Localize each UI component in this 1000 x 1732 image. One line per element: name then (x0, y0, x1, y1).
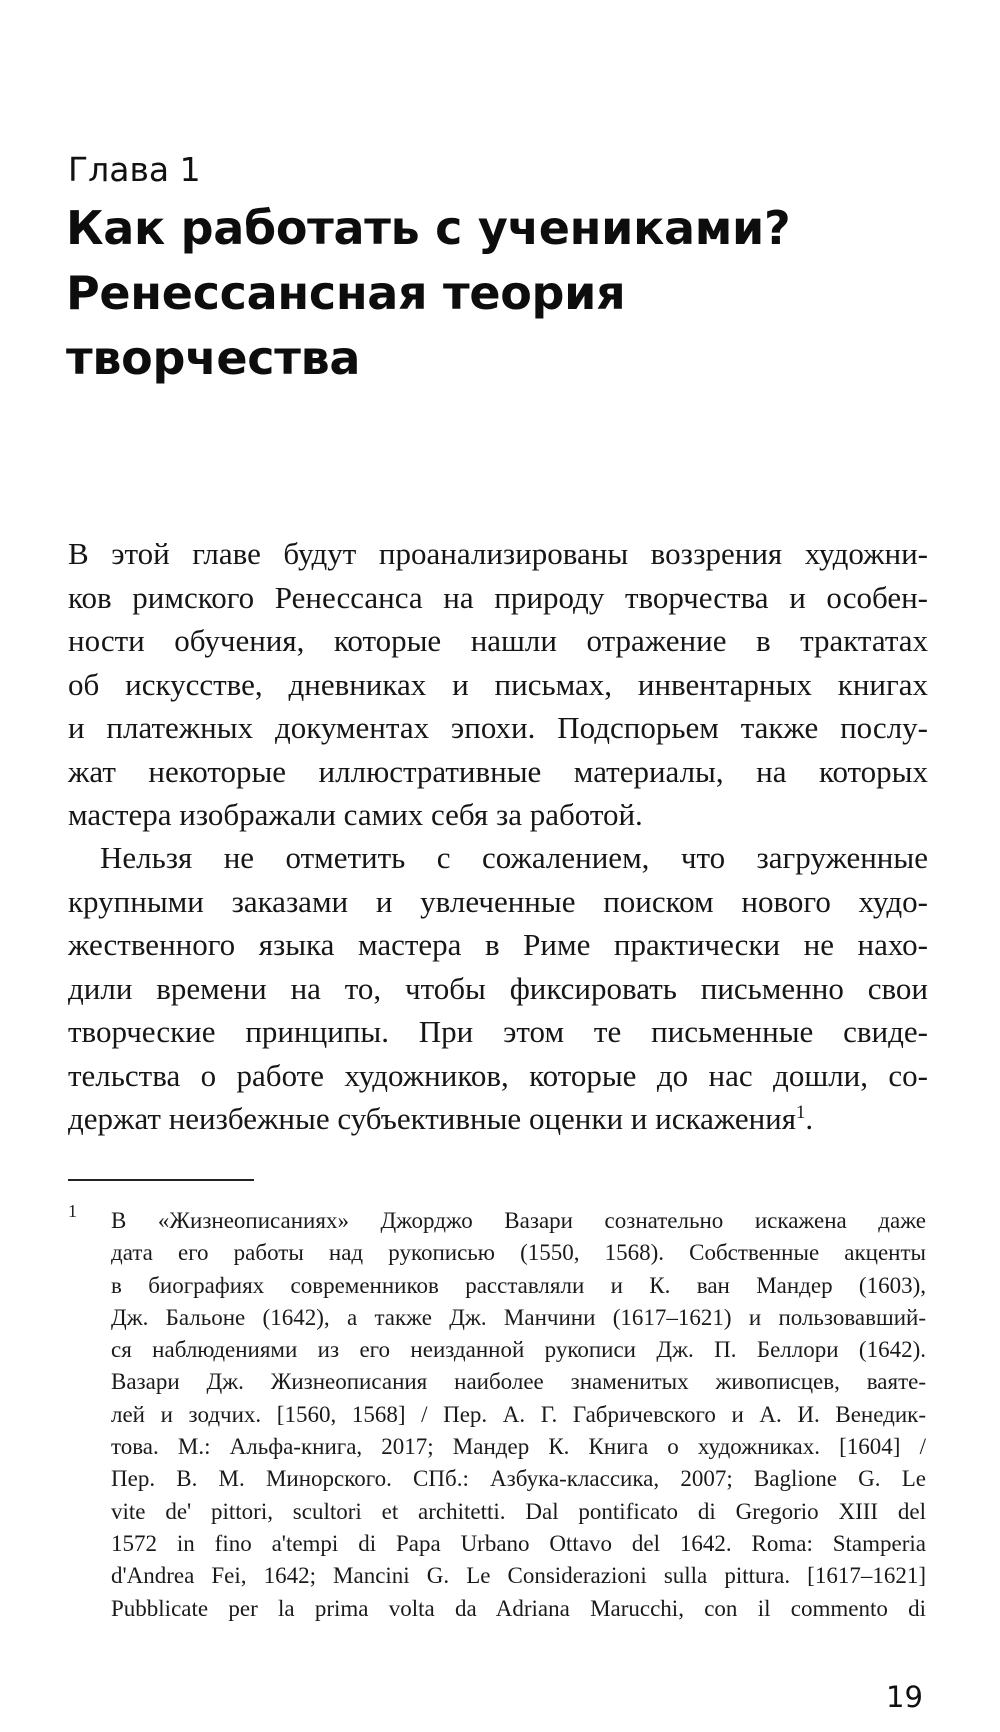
paragraph-line: Нельзя не отметить с сожалением, что загруженные (100, 840, 928, 875)
footnote-line: Pubblicate per la prima volta da Adriana Marucchi, con il commento di (111, 1595, 926, 1621)
footnote-line: това. М.: Альфа-книга, 2017; Мандер К. Книга о художниках. [1604] / (111, 1434, 926, 1460)
footnote-line: в биографиях современников расставляли и К. ван Мандер (1603), (111, 1272, 926, 1298)
paragraph-line-last (68, 1097, 928, 1141)
footnote-line: В «Жизнеописаниях» Джорджо Вазари сознательно искажена даже (111, 1208, 926, 1233)
footnote-reference[interactable]: 1 (796, 1101, 806, 1123)
page-number: 19 (886, 1680, 923, 1714)
paragraph-line: и платежных документах эпохи. Подспорьем также послу- (68, 710, 928, 745)
footnote-marker: 1 (68, 1201, 77, 1221)
paragraph-end-punctuation: . (805, 1101, 814, 1136)
paragraph-line: об искусстве, дневниках и письмах, инвентарных книгах (68, 666, 928, 702)
body-paragraph-1 (68, 532, 928, 837)
chapter-title-line: творчества (66, 331, 361, 385)
chapter-title-line: Как работать с учениками? (66, 201, 791, 255)
paragraph-line: ности обучения, которые нашли отражение в трактатах (68, 623, 928, 658)
paragraph-line: дили времени на то, чтобы фиксировать письменно свои (68, 970, 928, 1006)
footnote-line: 1572 in fino a'tempi di Papa Urbano Ottavo del 1642. Roma: Stamperia (111, 1530, 926, 1556)
footnote-text (111, 1205, 926, 1625)
footnote-line: d'Andrea Fei, 1642; Mancini G. Le Considerazioni sulla pittura. [1617–1621] (111, 1563, 926, 1589)
paragraph-line: жат некоторые иллюстративные материалы, на которых (68, 753, 928, 789)
chapter-label: Глава 1 (68, 150, 201, 189)
body-paragraph-2 (68, 836, 928, 1141)
footnote-line: Вазари Дж. Жизнеописания наиболее знаменитых живописцев, ваяте- (111, 1369, 926, 1395)
paragraph-line: тельства о работе художников, которые до нас дошли, со- (68, 1057, 928, 1093)
footnote-line: лей и зодчих. [1560, 1568] / Пер. А. Г. Габричевского и А. И. Венедик- (111, 1401, 926, 1427)
footnote-divider (68, 1179, 254, 1181)
footnote-line: дата его работы над рукописью (1550, 1568). Собственные акценты (111, 1240, 926, 1266)
paragraph-line-text: держат неизбежные субъективные оценки и искажения (68, 1101, 797, 1136)
chapter-title (66, 196, 946, 391)
paragraph-line: мастера изображали самих себя за работой. (68, 797, 643, 832)
paragraph-line: крупными заказами и увлеченные поиском нового худо- (68, 883, 928, 919)
paragraph-line: ков римского Ренессанса на природу творчества и особен- (68, 579, 928, 615)
footnote-line: Дж. Бальоне (1642), а также Дж. Манчини (1617–1621) и пользовавший- (111, 1304, 926, 1330)
footnote-line: vite de' pittori, scultori et architetti. Dal pontificato di Gregorio XIII del (111, 1498, 926, 1524)
footnote-line: Пер. В. М. Минорского. СПб.: Азбука-классика, 2007; Baglione G. Le (111, 1466, 926, 1492)
footnote-line: ся наблюдениями из его неизданной рукописи Дж. П. Беллори (1642). (111, 1337, 926, 1363)
paragraph-line: творческие принципы. При этом те письменные свиде- (68, 1014, 928, 1049)
chapter-title-line: Ренессансная теория (66, 266, 626, 320)
paragraph-line: В этой главе будут проанализированы воззрения художни- (68, 536, 928, 571)
paragraph-line: жественного языка мастера в Риме практически не нахо- (68, 927, 928, 962)
